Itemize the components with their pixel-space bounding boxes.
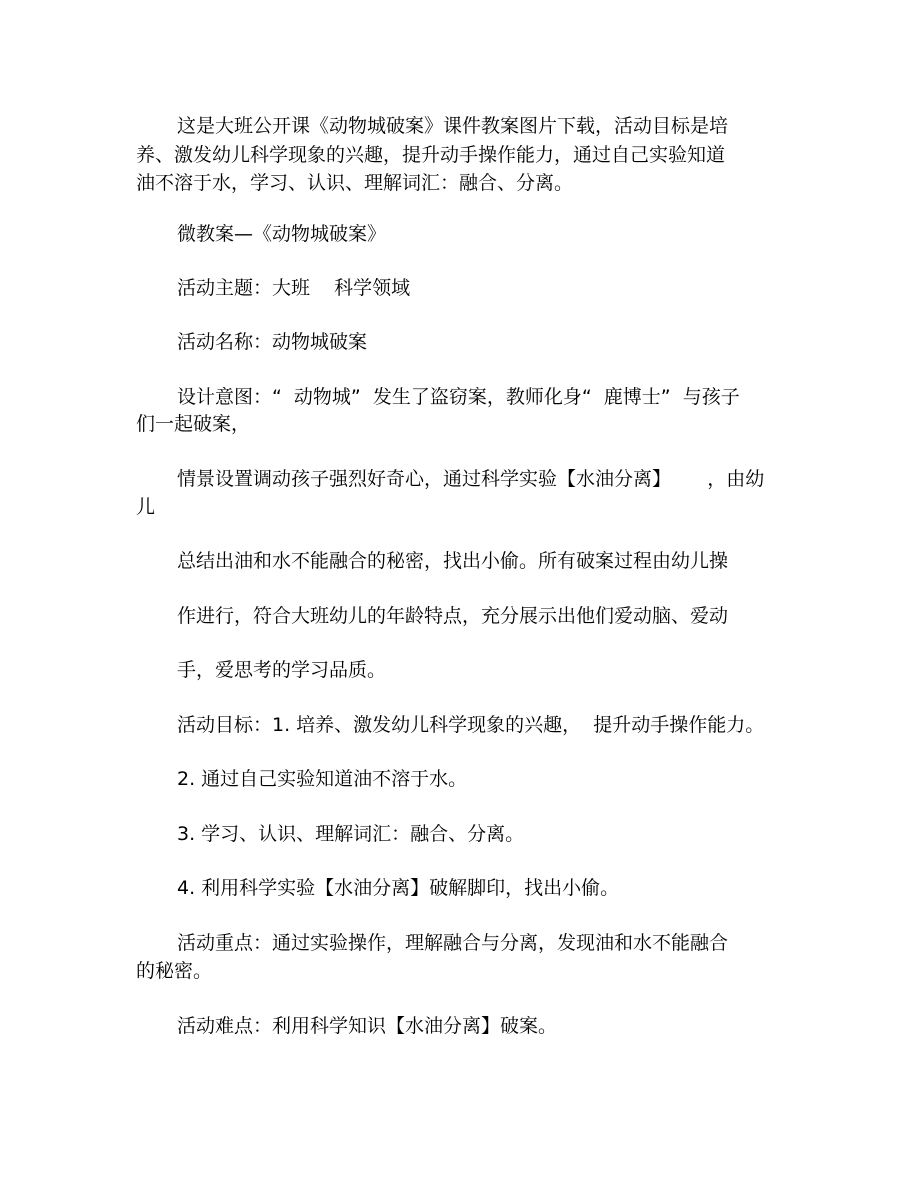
activity-name: 活动名称：动物城破案 bbox=[177, 331, 368, 353]
activity-theme: 活动主题：大班 科学领域 bbox=[177, 277, 411, 299]
activity-goal-1: 活动目标：1. 培养、激发幼儿科学现象的兴趣， 提升动手操作能力。 bbox=[177, 714, 765, 736]
lesson-heading: 微教案—《动物城破案》 bbox=[177, 223, 387, 245]
scenario-line-1: 情景设置调动孩子强烈好奇心，通过科学实验【水油分离】 ，由幼 bbox=[177, 468, 765, 490]
summary-line-2: 作进行，符合大班幼儿的年龄特点，充分展示出他们爱动脑、爱动 bbox=[177, 605, 729, 627]
scenario-line-2: 儿 bbox=[136, 496, 156, 518]
key-point-line-1: 活动重点：通过实验操作，理解融合与分离，发现油和水不能融合 bbox=[177, 932, 729, 954]
summary-line-3: 手，爱思考的学习品质。 bbox=[177, 659, 387, 681]
activity-goal-2: 2. 通过自己实验知道油不溶于水。 bbox=[177, 768, 468, 790]
activity-goal-3: 3. 学习、认识、理解词汇：融合、分离。 bbox=[177, 823, 525, 845]
design-intent-line-1: 设计意图：“ 动物城” 发生了盗窃案，教师化身“ 鹿博士” 与孩子 bbox=[177, 386, 740, 408]
intro-line-2: 养、激发幼儿科学现象的兴趣，提升动手操作能力，通过自己实验知道 bbox=[136, 144, 726, 166]
intro-line-3: 油不溶于水，学习、认识、理解词汇：融合、分离。 bbox=[136, 172, 574, 194]
activity-goal-4: 4. 利用科学实验【水油分离】破解脚印，找出小偷。 bbox=[177, 877, 620, 899]
summary-line-1: 总结出油和水不能融合的秘密，找出小偷。所有破案过程由幼儿操 bbox=[177, 550, 729, 572]
design-intent-line-2: 们一起破案， bbox=[136, 413, 251, 435]
key-point-line-2: 的秘密。 bbox=[136, 960, 213, 982]
intro-line-1: 这是大班公开课《动物城破案》课件教案图片下载，活动目标是培 bbox=[177, 115, 729, 137]
difficulty-point: 活动难点：利用科学知识【水油分离】破案。 bbox=[177, 1015, 558, 1037]
